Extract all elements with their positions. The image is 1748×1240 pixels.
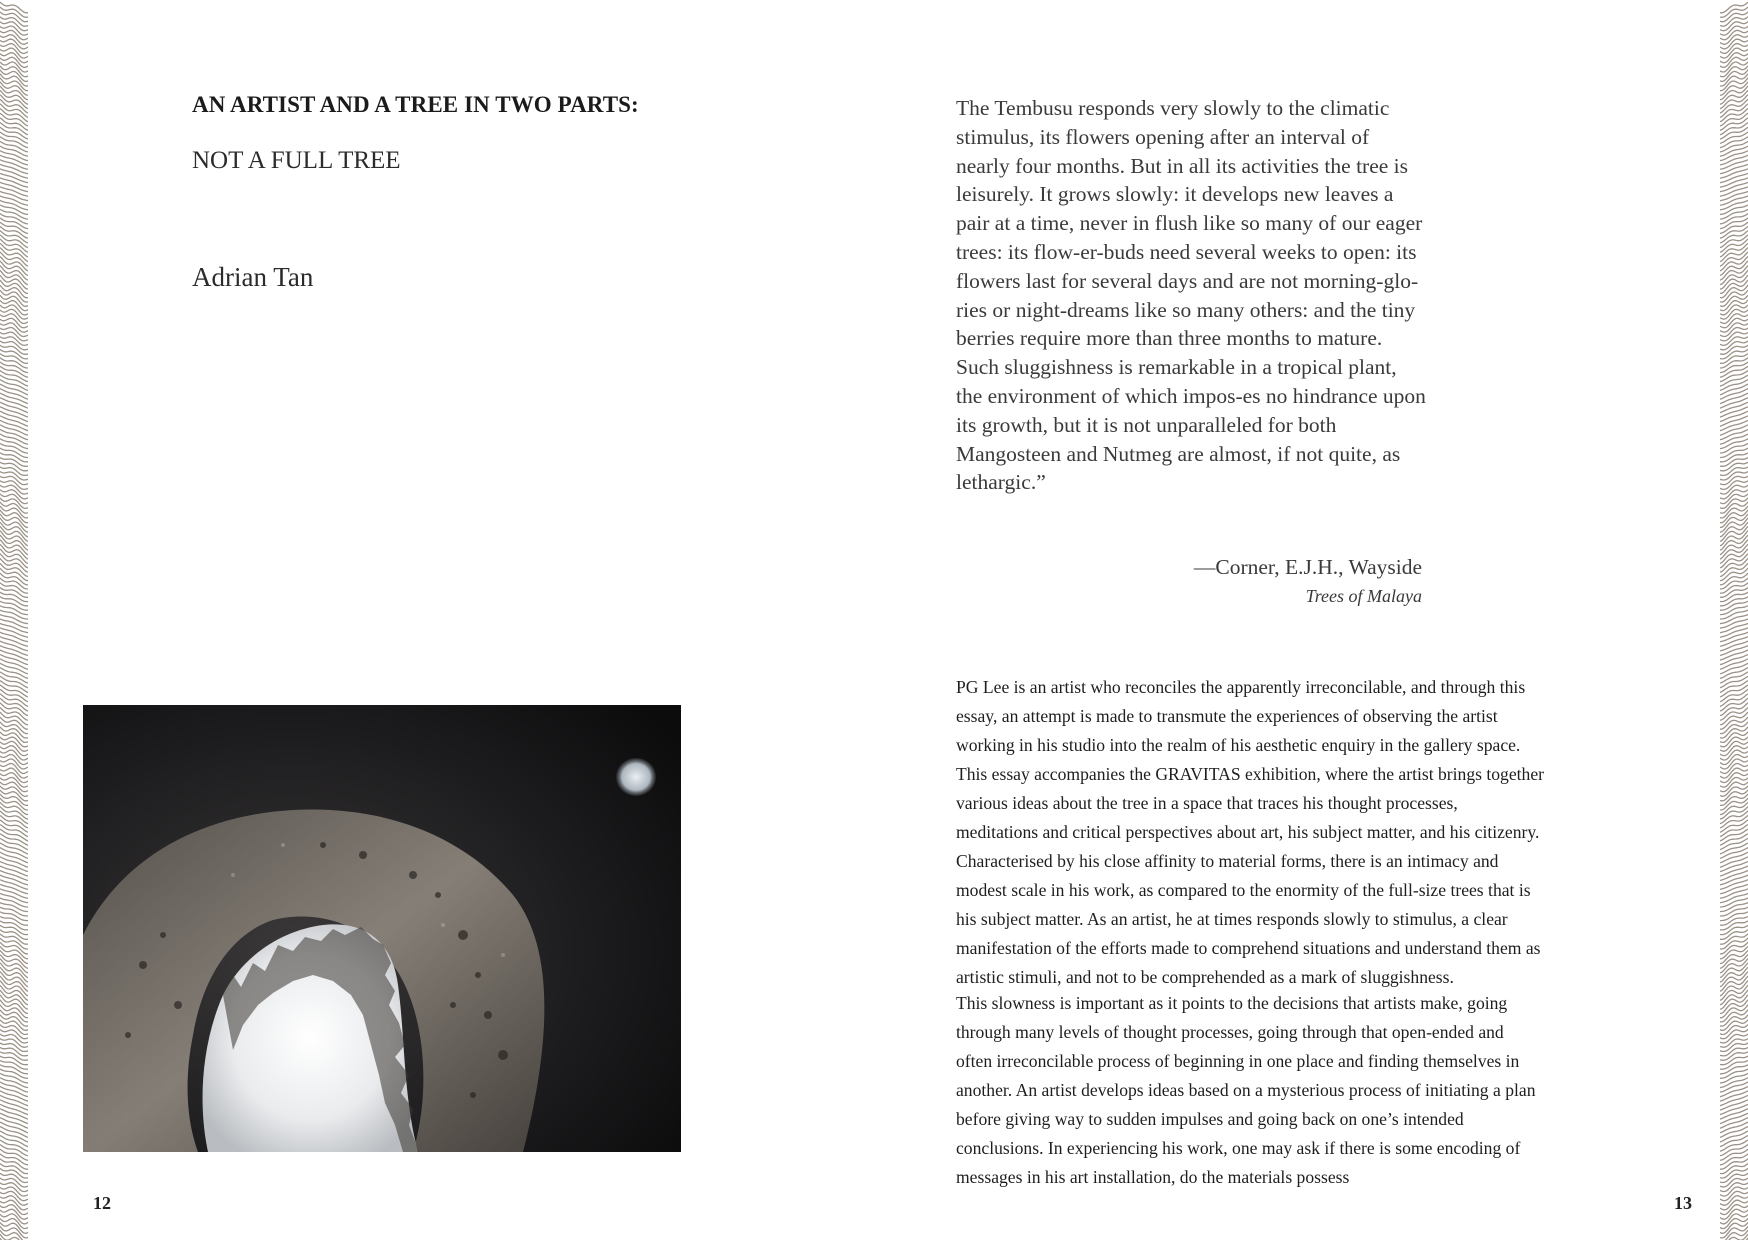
epigraph-quote: The Tembusu responds very slowly to the climatic stimulus, its flowers opening after an interval of nearly four months. But in all its activities the tree is leisurely. It grows slowly: it develops new leaves a pair at a time, never in flush like so many of our eager trees: its flow-er-buds need several weeks to open: its flowers last for several days and are not morning-glo-ries or night-dreams like so many others: and the tiny berries require more than three months to mature. Such sluggishness is remarkable in a tropical plant, the environment of which impos-es no hindrance upon its growth, but it is not unparalleled for both Mangosteen and Nutmeg are almost, if not quite, as lethargic.” [956,96,1426,495]
body-paragraph: PG Lee is an artist who reconciles the apparently irreconcilable, and through this essay, an attempt is made to transmute the experiences of observing the artist working in his studio into the realm of his aesthetic enquiry in the gallery space. This essay accompanies the GRAVITAS exhibition, where the artist brings together various ideas about the tree in a space that traces his thought processes, meditations and critical perspectives about art, his subject matter, and his citizenry. Characterised by his close affinity to material forms, there is an intimacy and modest scale in his work, as compared to the enormity of the full-size trees that is his subject matter. As an artist, he at times responds slowly to stimulus, a clear manifestation of the efforts made to comprehend situations and understand them as artistic stimuli, and not to be comprehended as a mark of sluggishness. [956,677,1545,987]
right-page [874,0,1748,1240]
essay-subtitle: NOT A FULL TREE [192,147,401,174]
page-number-right: 13 [1674,1193,1692,1213]
tree-hollow-photo [83,705,681,1152]
citation-author: —Corner, E.J.H., Wayside [1193,555,1422,579]
essay-author: Adrian Tan [192,262,314,292]
citation-title: Trees of Malaya [1305,586,1422,606]
essay-title: AN ARTIST AND A TREE IN TWO PARTS: [192,92,639,117]
body-paragraph: This slowness is important as it points to the decisions that artists make, going through many levels of thought processes, going through that open-ended and often irreconcilable process of beginning in one place and finding themselves in another. An artist develops ideas based on a mysterious process of initiating a plan before giving way to sudden impulses and going back on one’s intended conclusions. In experiencing his work, one may ask if there is some encoding of messages in his art installation, do the materials possess [956,993,1536,1187]
page-number-left: 12 [93,1193,111,1213]
right-edge-pattern [1720,0,1748,1240]
